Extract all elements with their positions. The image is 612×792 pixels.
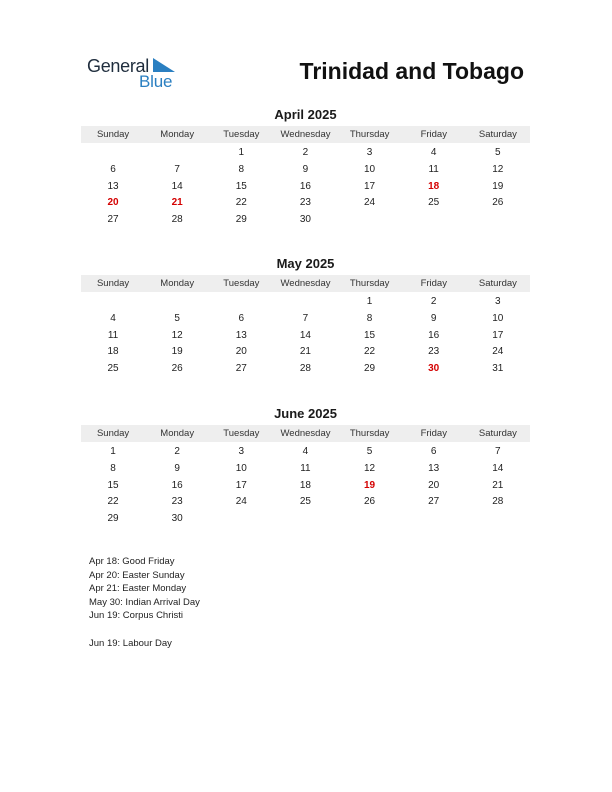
day-cell: 1: [110, 446, 116, 457]
day-grid: [81, 294, 530, 378]
day-cell: 8: [238, 163, 245, 175]
day-cell: 18: [428, 180, 440, 192]
day-cell: 19: [171, 346, 183, 358]
weekday-label: Wednesday: [280, 129, 331, 140]
day-cell: 22: [235, 197, 247, 209]
day-cell: 2: [174, 446, 180, 457]
day-cell: 10: [235, 462, 247, 474]
day-cell: 20: [428, 479, 440, 491]
day-cell: 5: [174, 312, 180, 324]
empty-cell: [209, 294, 273, 311]
day-cell: 2: [430, 296, 437, 307]
day-cell: 25: [107, 363, 119, 375]
day-cell: 6: [430, 446, 437, 457]
weekday-label: Thursday: [349, 129, 390, 140]
holiday-list-item: Apr 21: Easter Monday: [89, 583, 187, 595]
day-cell: 30: [299, 214, 311, 226]
weekday-label: Monday: [160, 129, 195, 140]
day-cell: 4: [302, 446, 309, 457]
weekday-label: Tuesday: [223, 428, 260, 439]
day-cell: 16: [171, 479, 183, 491]
day-cell: 19: [492, 180, 504, 192]
day-cell: 2: [302, 147, 309, 158]
weekday-label: Friday: [420, 129, 447, 140]
day-cell: 1: [366, 296, 373, 307]
weekday-label: Thursday: [349, 428, 390, 439]
weekday-header: [81, 275, 530, 292]
weekday-label: Friday: [420, 278, 447, 289]
day-cell: 23: [428, 346, 440, 358]
day-cell: 11: [300, 462, 311, 474]
day-cell: 16: [299, 180, 311, 192]
day-cell: 14: [171, 180, 183, 192]
empty-cell: [81, 145, 145, 162]
day-cell: 7: [174, 163, 180, 175]
day-cell: 5: [495, 147, 501, 158]
day-cell: 9: [302, 163, 309, 175]
brand-logo: [87, 56, 187, 92]
day-cell: 1: [238, 147, 245, 158]
day-cell: 4: [110, 312, 116, 324]
day-cell: 14: [299, 329, 311, 341]
day-cell: 13: [107, 180, 119, 192]
day-cell: 16: [428, 329, 440, 341]
day-cell: 27: [428, 496, 440, 508]
day-cell: 21: [171, 197, 183, 209]
weekday-label: Sunday: [96, 428, 130, 439]
day-cell: 21: [299, 346, 311, 358]
day-cell: 29: [364, 363, 376, 375]
weekday-label: Wednesday: [280, 428, 331, 439]
empty-cell: [273, 294, 337, 311]
weekday-label: Wednesday: [280, 278, 331, 289]
month-title: June 2025: [274, 406, 337, 421]
day-cell: 12: [171, 329, 183, 341]
empty-cell: [81, 294, 145, 311]
brand-word-general: General: [87, 56, 149, 76]
holiday-list-item: Apr 20: Easter Sunday: [89, 569, 185, 581]
day-cell: 17: [235, 479, 247, 491]
day-cell: 24: [364, 197, 376, 209]
day-cell: 12: [364, 462, 376, 474]
month-june: [81, 405, 530, 528]
day-cell: 22: [107, 496, 119, 508]
day-cell: 20: [235, 346, 247, 358]
weekday-label: Saturday: [478, 428, 517, 439]
day-cell: 18: [107, 346, 119, 358]
day-cell: 20: [107, 197, 119, 209]
brand-word-blue: Blue: [139, 72, 173, 91]
holiday-list-item: Apr 18: Good Friday: [89, 556, 175, 567]
day-cell: 23: [299, 197, 311, 209]
day-cell: 5: [366, 446, 373, 457]
day-cell: 3: [495, 296, 501, 307]
holiday-list-item: May 30: Indian Arrival Day: [89, 596, 200, 608]
weekday-label: Saturday: [478, 278, 517, 289]
day-cell: 27: [107, 214, 119, 226]
day-cell: 13: [428, 462, 440, 474]
page-title: Trinidad and Tobago: [299, 58, 524, 84]
day-cell: 6: [238, 312, 245, 324]
day-cell: 18: [299, 479, 311, 491]
day-grid: [81, 444, 530, 528]
day-cell: 30: [428, 363, 440, 375]
holiday-list-item: Jun 19: Corpus Christi: [89, 610, 183, 622]
weekday-header: [81, 126, 530, 143]
weekday-label: Friday: [420, 428, 447, 439]
weekday-label: Thursday: [349, 278, 390, 289]
day-cell: 29: [107, 513, 119, 525]
empty-cell: [145, 145, 209, 162]
day-cell: 23: [171, 496, 183, 508]
weekday-label: Monday: [160, 278, 195, 289]
day-cell: 6: [110, 163, 116, 175]
day-cell: 7: [302, 312, 309, 324]
month-may: [81, 255, 530, 378]
day-cell: 9: [174, 462, 180, 474]
holiday-list-item: Jun 19: Labour Day: [89, 637, 172, 649]
day-cell: 29: [235, 214, 247, 226]
day-cell: 12: [492, 163, 504, 175]
weekday-label: Sunday: [96, 278, 130, 289]
day-cell: 30: [171, 513, 183, 525]
holiday-list-spacer: [89, 623, 200, 637]
month-april: [81, 106, 530, 229]
day-cell: 28: [492, 496, 504, 508]
day-cell: 25: [299, 496, 311, 508]
day-cell: 24: [235, 496, 247, 508]
holiday-list: [89, 555, 200, 651]
day-cell: 15: [107, 479, 119, 491]
day-cell: 13: [235, 329, 247, 341]
weekday-header: [81, 425, 530, 442]
month-title: April 2025: [274, 107, 337, 122]
day-cell: 26: [171, 363, 183, 375]
day-cell: 11: [428, 163, 439, 175]
day-cell: 10: [364, 163, 376, 175]
day-cell: 8: [366, 312, 373, 324]
day-cell: 26: [364, 496, 376, 508]
day-cell: 14: [492, 462, 504, 474]
day-cell: 15: [364, 329, 376, 341]
day-cell: 3: [366, 147, 373, 158]
day-cell: 11: [107, 329, 119, 341]
empty-cell: [145, 294, 209, 311]
day-cell: 21: [492, 479, 504, 491]
day-cell: 28: [299, 363, 311, 375]
day-cell: 3: [238, 446, 245, 457]
day-cell: 27: [235, 363, 247, 375]
day-cell: 7: [495, 446, 501, 457]
day-cell: 19: [364, 479, 376, 491]
day-grid: [81, 145, 530, 229]
day-cell: 4: [430, 147, 437, 158]
day-cell: 28: [171, 214, 183, 226]
day-cell: 24: [492, 346, 504, 358]
weekday-label: Monday: [160, 428, 195, 439]
day-cell: 22: [364, 346, 376, 358]
day-cell: 17: [492, 329, 504, 341]
month-title: May 2025: [276, 256, 335, 271]
weekday-label: Sunday: [96, 129, 130, 140]
weekday-label: Saturday: [478, 129, 517, 140]
day-cell: 31: [492, 363, 504, 375]
day-cell: 26: [492, 197, 504, 209]
weekday-label: Tuesday: [223, 278, 260, 289]
day-cell: 9: [430, 312, 437, 324]
weekday-label: Tuesday: [223, 129, 260, 140]
day-cell: 25: [428, 197, 440, 209]
day-cell: 10: [492, 312, 504, 324]
day-cell: 15: [235, 180, 247, 192]
day-cell: 17: [364, 180, 376, 192]
brand-triangle-icon: [153, 58, 175, 72]
day-cell: 8: [110, 462, 116, 474]
